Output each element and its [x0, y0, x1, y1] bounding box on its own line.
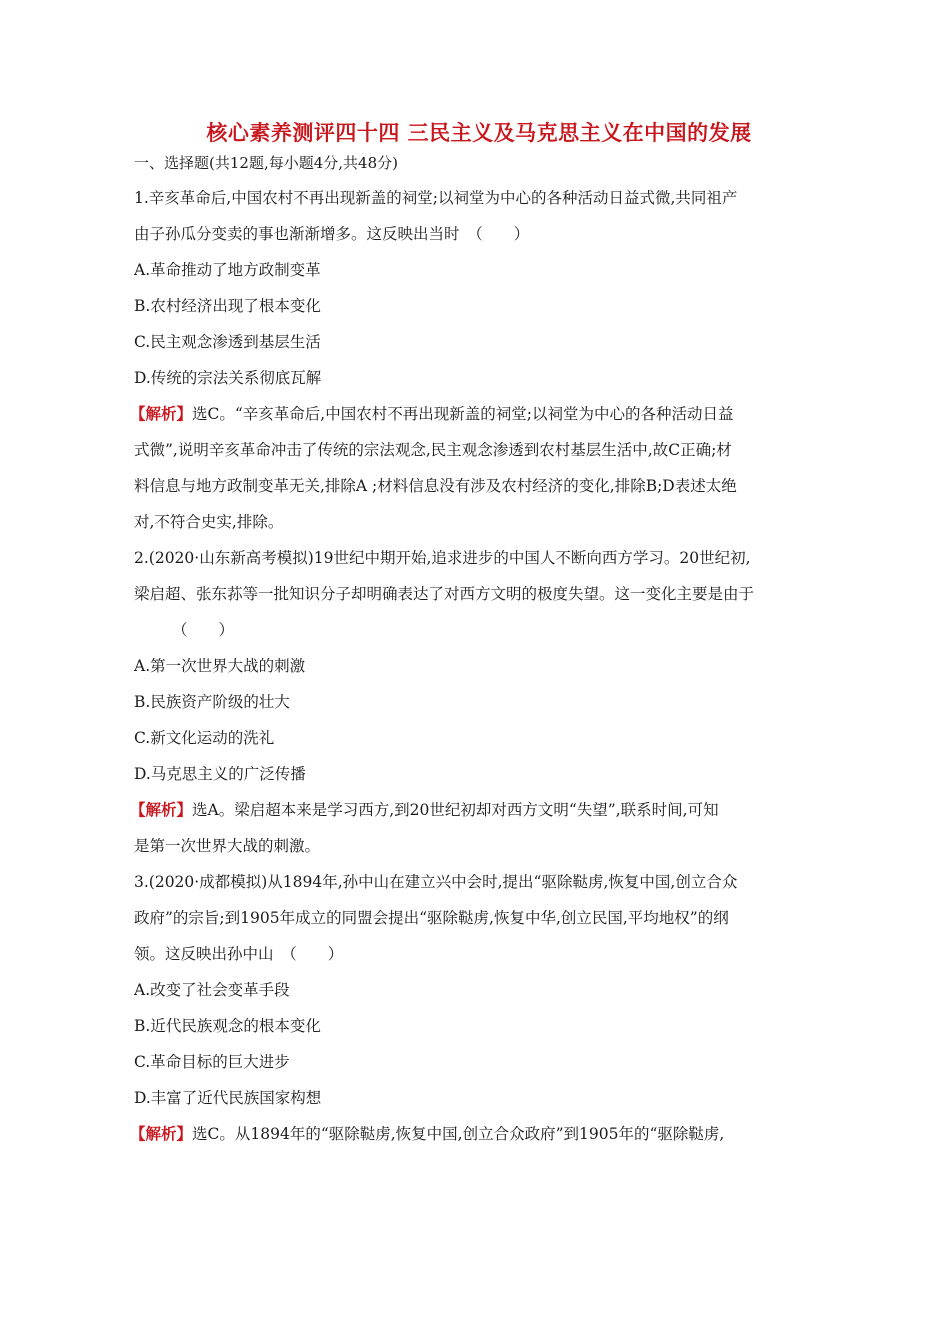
document-page: [130, 118, 824, 1152]
option-d: D.丰富了近代民族国家构想: [134, 1089, 322, 1107]
option-c: C.民主观念渗透到基层生活: [134, 333, 321, 351]
question-stem-line: 领。这反映出孙中山 （ ）: [134, 945, 344, 963]
analysis-line: 式微”,说明辛亥革命冲击了传统的宗法观念,民主观念渗透到农村基层生活中,故C正确;材: [134, 441, 732, 459]
option-d: D.传统的宗法关系彻底瓦解: [134, 369, 322, 387]
analysis-line: 料信息与地方政制变革无关,排除A ;材料信息没有涉及农村经济的变化,排除B;D表述太绝: [134, 477, 737, 495]
question-stem-line: 政府”的宗旨;到1905年成立的同盟会提出“驱除鞑虏,恢复中华,创立民国,平均地权”的纲: [134, 909, 729, 927]
question-stem-line: 梁启超、张东荪等一批知识分子却明确表达了对西方文明的极度失望。这一变化主要是由于: [134, 585, 755, 603]
question-stem-line: 3.(2020·成都模拟)从1894年,孙中山在建立兴中会时,提出“驱除鞑虏,恢复中国,创立合众: [134, 873, 738, 891]
analysis-line: 【解析】选A。梁启超本来是学习西方,到20世纪初却对西方文明“失望”,联系时间,可知: [130, 800, 719, 819]
question-stem-line: 2.(2020·山东新高考模拟)19世纪中期开始,追求进步的中国人不断向西方学习。20世纪初,: [134, 549, 751, 567]
question-1: [130, 180, 824, 540]
question-stem-line: 由子孙瓜分变卖的事也渐渐增多。这反映出当时 （ ）: [134, 225, 530, 243]
question-3: [130, 864, 824, 1152]
option-c: C.革命目标的巨大进步: [134, 1053, 290, 1071]
analysis-label: 【解析】: [130, 1124, 193, 1143]
analysis-label: 【解析】: [130, 800, 193, 819]
option-a: A.改变了社会变革手段: [134, 981, 290, 999]
analysis-line: 【解析】选C。“辛亥革命后,中国农村不再出现新盖的祠堂;以祠堂为中心的各种活动日益: [130, 404, 734, 423]
option-c: C.新文化运动的洗礼: [134, 729, 275, 747]
page-title: 核心素养测评四十四 三民主义及马克思主义在中国的发展: [206, 120, 752, 145]
option-b: B.农村经济出现了根本变化: [134, 297, 321, 315]
option-b: B.近代民族观念的根本变化: [134, 1017, 321, 1035]
analysis-line: 对,不符合史实,排除。: [134, 513, 284, 531]
option-d: D.马克思主义的广泛传播: [134, 765, 306, 783]
analysis-label: 【解析】: [130, 404, 193, 423]
option-a: A.革命推动了地方政制变革: [134, 261, 321, 279]
section-heading: 一、选择题(共12题,每小题4分,共48分): [134, 154, 398, 172]
question-2: [130, 540, 824, 864]
option-a: A.第一次世界大战的刺激: [134, 657, 306, 675]
question-stem-line: 1.辛亥革命后,中国农村不再出现新盖的祠堂;以祠堂为中心的各种活动日益式微,共同祖产: [134, 189, 738, 207]
answer-blank: （ ）: [172, 621, 235, 639]
option-b: B.民族资产阶级的壮大: [134, 693, 290, 711]
analysis-line: 是第一次世界大战的刺激。: [134, 837, 321, 855]
analysis-line: 【解析】选C。从1894年的“驱除鞑虏,恢复中国,创立合众政府”到1905年的“驱除鞑虏,: [130, 1124, 725, 1143]
